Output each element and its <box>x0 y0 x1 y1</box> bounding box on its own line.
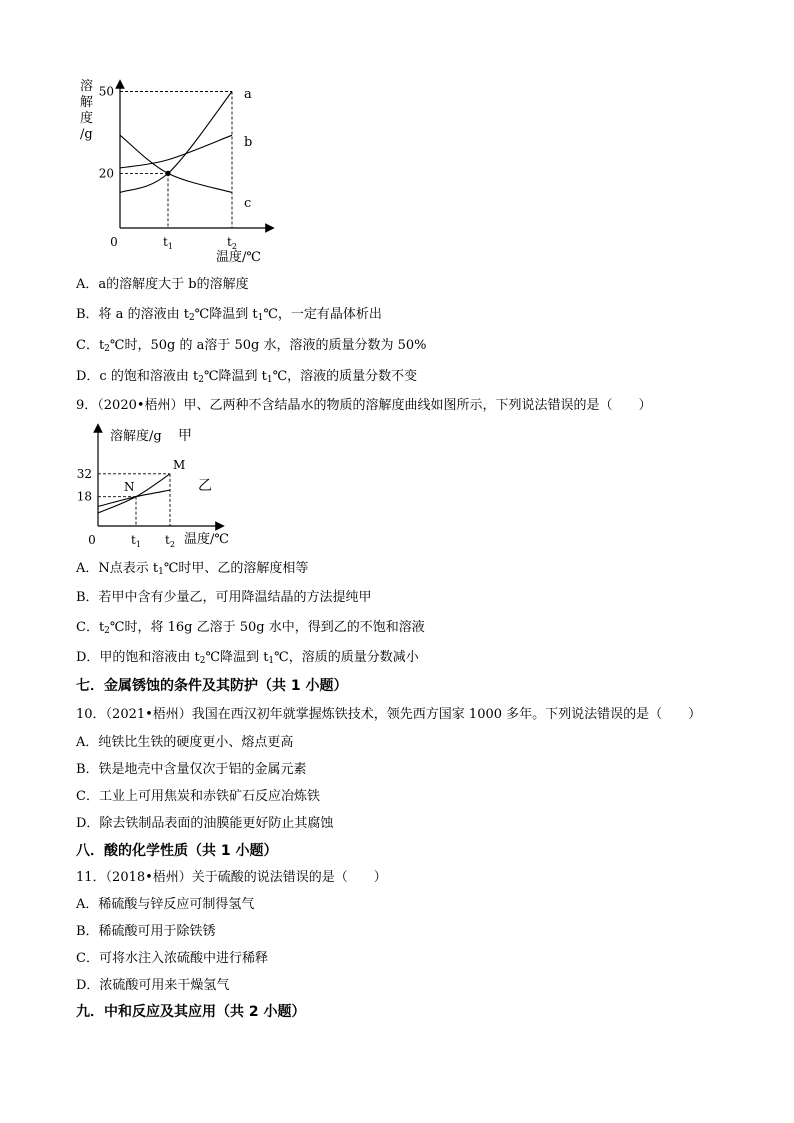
q9-option-d: D．甲的饱和溶液由 $t_2℃$降温到 $t_1℃$，溶质的质量分数减小 <box>76 650 419 666</box>
q11-option-a: A．稀硫酸与锌反应可制得氢气 <box>76 897 255 912</box>
x-tick-label: $t_1$ <box>131 533 141 549</box>
y-axis-label: 度 <box>80 111 94 126</box>
series-line-c <box>120 135 232 192</box>
y-tick-label: 32 <box>76 466 92 481</box>
q11-option-c: C．可将水注入浓硫酸中进行稀释 <box>76 951 268 966</box>
series-label-甲: 甲 <box>178 428 192 444</box>
q10-option-d: D．除去铁制品表面的油膜能更好防止其腐蚀 <box>76 816 334 831</box>
y-axis-label: /g <box>80 127 93 142</box>
section-heading-8: 八．酸的化学性质（共 1 小题） <box>76 843 278 859</box>
y-axis-label: 溶解度/g <box>110 429 162 444</box>
q10-option-b: B．铁是地壳中含量仅次于铝的金属元素 <box>76 762 307 777</box>
series-label-b: b <box>244 135 253 150</box>
y-axis-label: 溶 <box>80 79 94 94</box>
series-label-c: c <box>244 196 252 211</box>
series-label-乙: 乙 <box>198 478 212 494</box>
q10-option-c: C．工业上可用焦炭和赤铁矿石反应冶炼铁 <box>76 789 320 804</box>
y-axis-label: 解 <box>80 95 94 110</box>
intersection-point <box>165 171 170 176</box>
x-axis-label: 温度/℃ <box>216 250 261 265</box>
solubility-chart-abc <box>70 76 290 266</box>
q9-option-c: C．$t_2℃$时，将 16g 乙溶于 50g 水中，得到乙的不饱和溶液 <box>76 620 425 636</box>
origin-label: 0 <box>110 235 118 249</box>
q10-stem: 10．（2021•梧州）我国在西汉初年就掌握炼铁技术，领先西方国家 1000 多年。下列说法错误的是（ ） <box>76 707 702 722</box>
x-tick-label: $t_2$ <box>227 235 237 251</box>
q11-option-b: B．稀硫酸可用于除铁锈 <box>76 924 216 939</box>
series-label-a: a <box>244 87 252 102</box>
q8-option-c: C．$t_2℃$时，50g 的 a溶于 50g 水，溶液的质量分数为 50% <box>76 338 427 354</box>
q11-stem: 11．（2018•梧州）关于硫酸的说法错误的是（ ） <box>76 870 387 885</box>
q9-option-a: A．N点表示 $t_1℃$时甲、乙的溶解度相等 <box>76 561 309 577</box>
solubility-chart-jia-yi <box>76 424 260 550</box>
q11-option-d: D．浓硫酸可用来干燥氢气 <box>76 978 230 993</box>
q8-option-d: D．c 的饱和溶液由 $t_2℃$降温到 $t_1℃$，溶液的质量分数不变 <box>76 369 418 385</box>
q9-option-b: B．若甲中含有少量乙，可用降温结晶的方法提纯甲 <box>76 590 372 605</box>
y-tick-label: 18 <box>76 489 92 504</box>
q8-option-a: A．a的溶解度大于 b的溶解度 <box>76 277 249 292</box>
x-axis-label: 温度/℃ <box>184 532 229 547</box>
origin-label: 0 <box>88 533 96 547</box>
x-tick-label: $t_2$ <box>165 533 175 549</box>
q9-stem: 9．（2020•梧州）甲、乙两种不含结晶水的物质的溶解度曲线如图所示，下列说法错误的是（ ） <box>76 398 652 413</box>
section-heading-7: 七．金属锈蚀的条件及其防护（共 1 小题） <box>76 678 348 694</box>
y-tick-label: 20 <box>98 166 114 181</box>
point-label-M: M <box>173 458 186 472</box>
series-line-b <box>120 135 232 168</box>
x-tick-label: $t_1$ <box>163 235 173 251</box>
q8-option-b: B．将 a 的溶液由 $t_2℃$降温到 $t_1℃$，一定有晶体析出 <box>76 307 382 323</box>
q10-option-a: A．纯铁比生铁的硬度更小、熔点更高 <box>76 735 294 750</box>
y-tick-label: 50 <box>98 84 114 99</box>
section-heading-9: 九．中和反应及其应用（共 2 小题） <box>76 1004 306 1020</box>
point-label-N: N <box>124 480 135 494</box>
